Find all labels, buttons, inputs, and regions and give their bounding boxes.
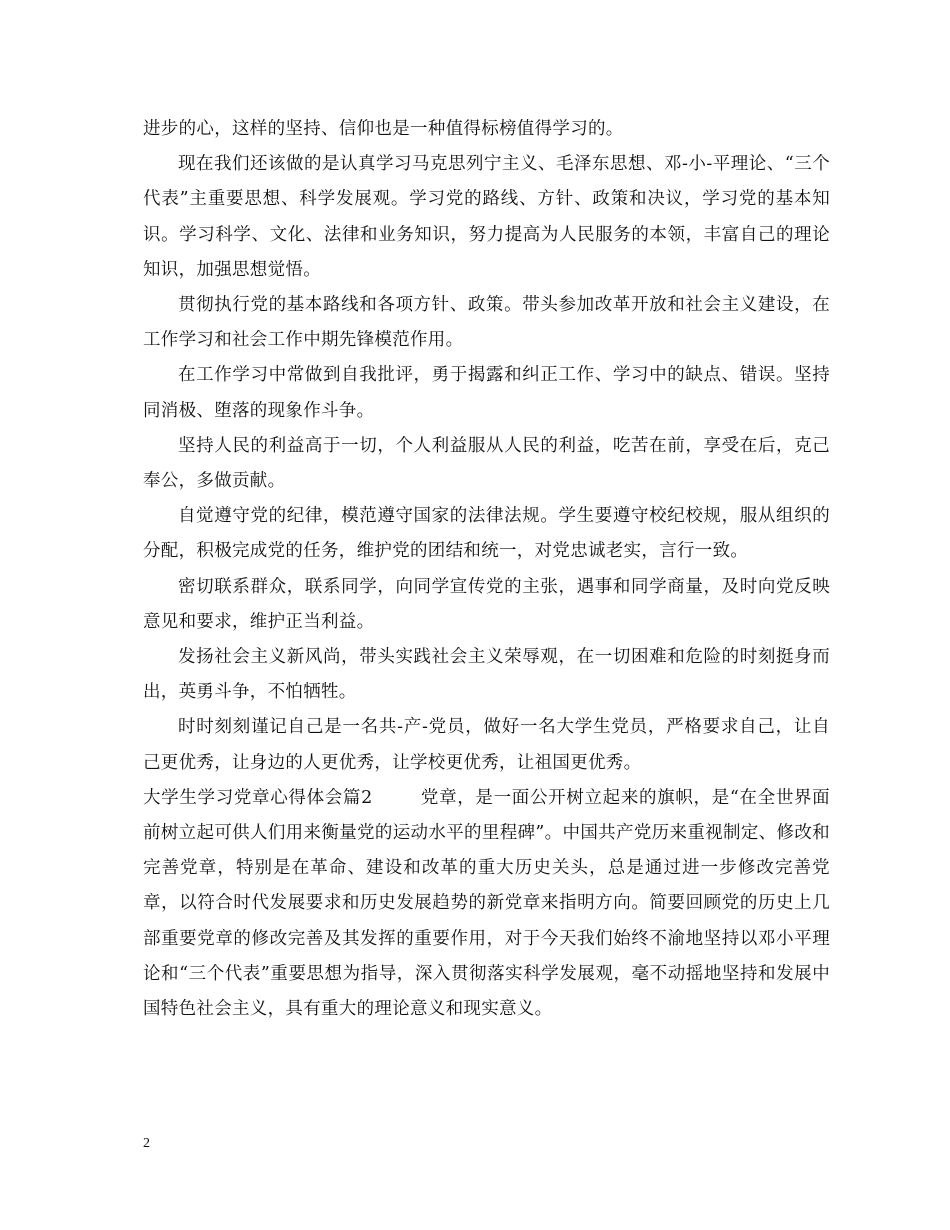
section-paragraph [143,781,830,1027]
section-title: 大学生学习党章心得体会篇2 [143,787,373,808]
section-text: 党章，是一面公开树立起来的旗帜，是“在全世界面前树立起可供人们用来衡量党的运动水平的里程碑”。中国共产党历来重视制定、修改和完善党章，特别是在革命、建设和改革的重大历史关头，总是通过进一步修改完善党章，以符合时代发展要求和历史发展趋势的新党章来指明方向。简要回顾党的历史上几部重要党章的修改完善及其发挥的重要作用，对于今天我们始终不渝地坚持以邓小平理论和“三个代表”重要思想为指导，深入贯彻落实科学发展观，毫不动摇地坚持和发展中国特色社会主义，具有重大的理论意义和现实意义。 [143,787,830,1020]
paragraph-6: 自觉遵守党的纪律，模范遵守国家的法律法规。学生要遵守校纪校规，服从组织的分配，积极完成党的任务，维护党的团结和统一，对党忠诚老实，言行一致。 [143,506,830,562]
page-number: 2 [143,1136,150,1151]
paragraph-7: 密切联系群众，联系同学，向同学宣传党的主张，遇事和同学商量，及时向党反映意见和要求，维护正当利益。 [143,576,830,632]
paragraph-4: 在工作学习中常做到自我批评，勇于揭露和纠正工作、学习中的缺点、错误。坚持同消极、堕落的现象作斗争。 [143,365,830,421]
paragraph-8: 发扬社会主义新风尚，带头实践社会主义荣辱观，在一切困难和危险的时刻挺身而出，英勇斗争，不怕牺牲。 [143,647,830,703]
paragraph-3: 贯彻执行党的基本路线和各项方针、政策。带头参加改革开放和社会主义建设，在工作学习和社会工作中期先锋模范作用。 [143,295,830,351]
paragraph-2: 现在我们还该做的是认真学习马克思列宁主义、毛泽东思想、邓-小-平理论、“三个代表”主重要思想、科学发展观。学习党的路线、方针、政策和决议，学习党的基本知识。学习科学、文化、法律和业务知识，努力提高为人民服务的本领，丰富自己的理论知识，加强思想觉悟。 [143,154,830,280]
paragraph-1: 进步的心，这样的坚持、信仰也是一种值得标榜值得学习的。 [143,119,624,139]
document-body [143,112,830,1027]
paragraph-5: 坚持人民的利益高于一切，个人利益服从人民的利益，吃苦在前，享受在后，克己奉公，多做贡献。 [143,435,830,492]
paragraph-9: 时时刻刻谨记自己是一名共-产-党员，做好一名大学生党员，严格要求自己，让自己更优秀，让身边的人更优秀，让学校更优秀，让祖国更优秀。 [143,717,830,773]
